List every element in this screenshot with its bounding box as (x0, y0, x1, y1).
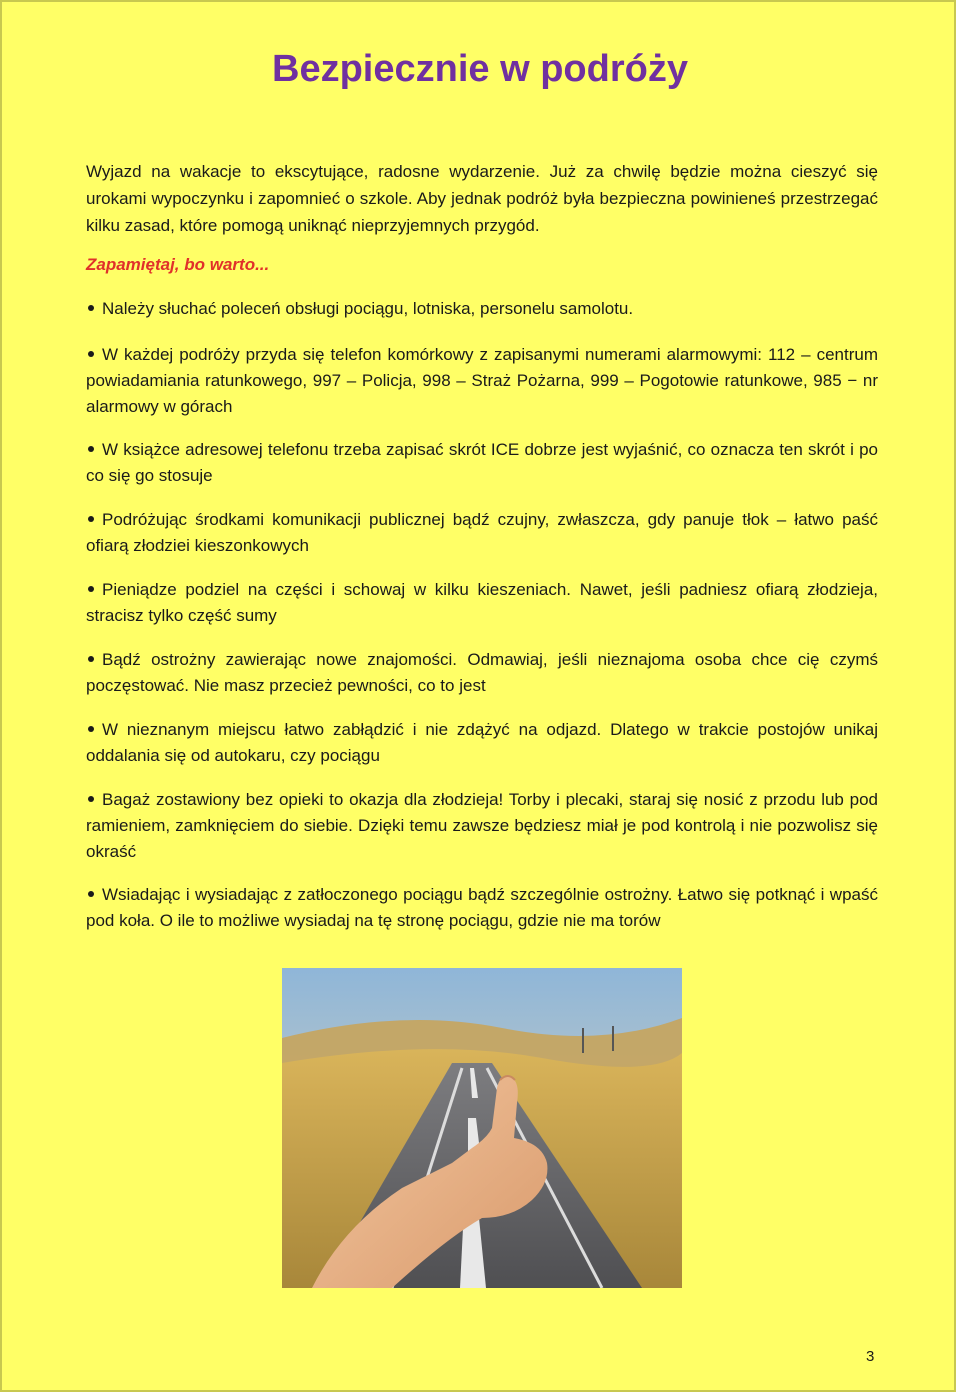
bullet-icon (88, 305, 94, 311)
bullet-icon (88, 891, 94, 897)
list-item-text: Należy słuchać poleceń obsługi pociągu, lotniska, personelu samolotu. (102, 299, 634, 318)
bullet-icon (88, 586, 94, 592)
list-item-text: Podróżując środkami komunikacji publicznej bądź czujny, zwłaszcza, gdy panuje tłok – łatwo paść ofiarą złodziei kieszonkowych (86, 510, 878, 555)
bullet-icon (88, 516, 94, 522)
list-item-text: Wsiadając i wysiadając z zatłoczonego pociągu bądź szczególnie ostrożny. Łatwo się potknąć i wpaść pod koła. O ile to możliwe wysiadaj na tę stronę pociągu, gdzie nie ma torów (86, 885, 878, 930)
list-item-text: W książce adresowej telefonu trzeba zapisać skrót ICE dobrze jest wyjaśnić, co oznacza ten skrót i po co się go stosuje (86, 440, 878, 485)
bullet-icon (88, 796, 94, 802)
bullet-icon (88, 726, 94, 732)
list-item (86, 787, 878, 865)
list-item (86, 577, 878, 629)
list-item (86, 296, 878, 322)
hitchhiking-thumb-road-icon (282, 968, 682, 1288)
bullet-icon (88, 351, 94, 357)
bullet-icon (88, 446, 94, 452)
list-item (86, 507, 878, 559)
page-title: Bezpiecznie w podróży (272, 48, 688, 90)
list-item (86, 717, 878, 769)
remember-heading: Zapamiętaj, bo warto... (86, 255, 270, 274)
list-item-text: Pieniądze podziel na części i schowaj w kilku kieszeniach. Nawet, jeśli padniesz ofiarą złodzieja, stracisz tylko część sumy (86, 580, 878, 625)
list-item (86, 342, 878, 420)
list-item-text: W nieznanym miejscu łatwo zabłądzić i nie zdążyć na odjazd. Dlatego w trakcie postojów unikaj oddalania się od autokaru, czy pociągu (86, 720, 878, 765)
list-item (86, 437, 878, 489)
bullet-icon (88, 656, 94, 662)
list-item-text: W każdej podróży przyda się telefon komórkowy z zapisanymi numerami alarmowymi: 112 – centrum powiadamiania ratunkowego, 997 – Policja, 998 – Straż Pożarna, 999 – Pogotowie ratunkowe, 985 − nr alarmowy w górach (86, 345, 878, 416)
page-number: 3 (866, 1348, 875, 1365)
list-item (86, 647, 878, 699)
hitchhiking-photo (282, 968, 682, 1288)
intro-paragraph: Wyjazd na wakacje to ekscytujące, radosne wydarzenie. Już za chwilę będzie można cieszyć się urokami wypoczynku i zapomnieć o szkole. Aby jednak podróż była bezpieczna powinieneś przestrzegać kilku zasad, które pomogą uniknąć nieprzyjemnych przygód. (86, 162, 878, 235)
list-item (86, 882, 878, 934)
list-item-text: Bądź ostrożny zawierając nowe znajomości. Odmawiaj, jeśli nieznajoma osoba chce cię czymś poczęstować. Nie masz przecież pewności, co to jest (86, 650, 878, 695)
list-item-text: Bagaż zostawiony bez opieki to okazja dla złodzieja! Torby i plecaki, staraj się nosić z przodu lub pod ramieniem, zamknięciem do siebie. Dzięki temu zawsze będziesz miał je pod kontrolą i nie pozwolisz się okraść (86, 790, 878, 861)
